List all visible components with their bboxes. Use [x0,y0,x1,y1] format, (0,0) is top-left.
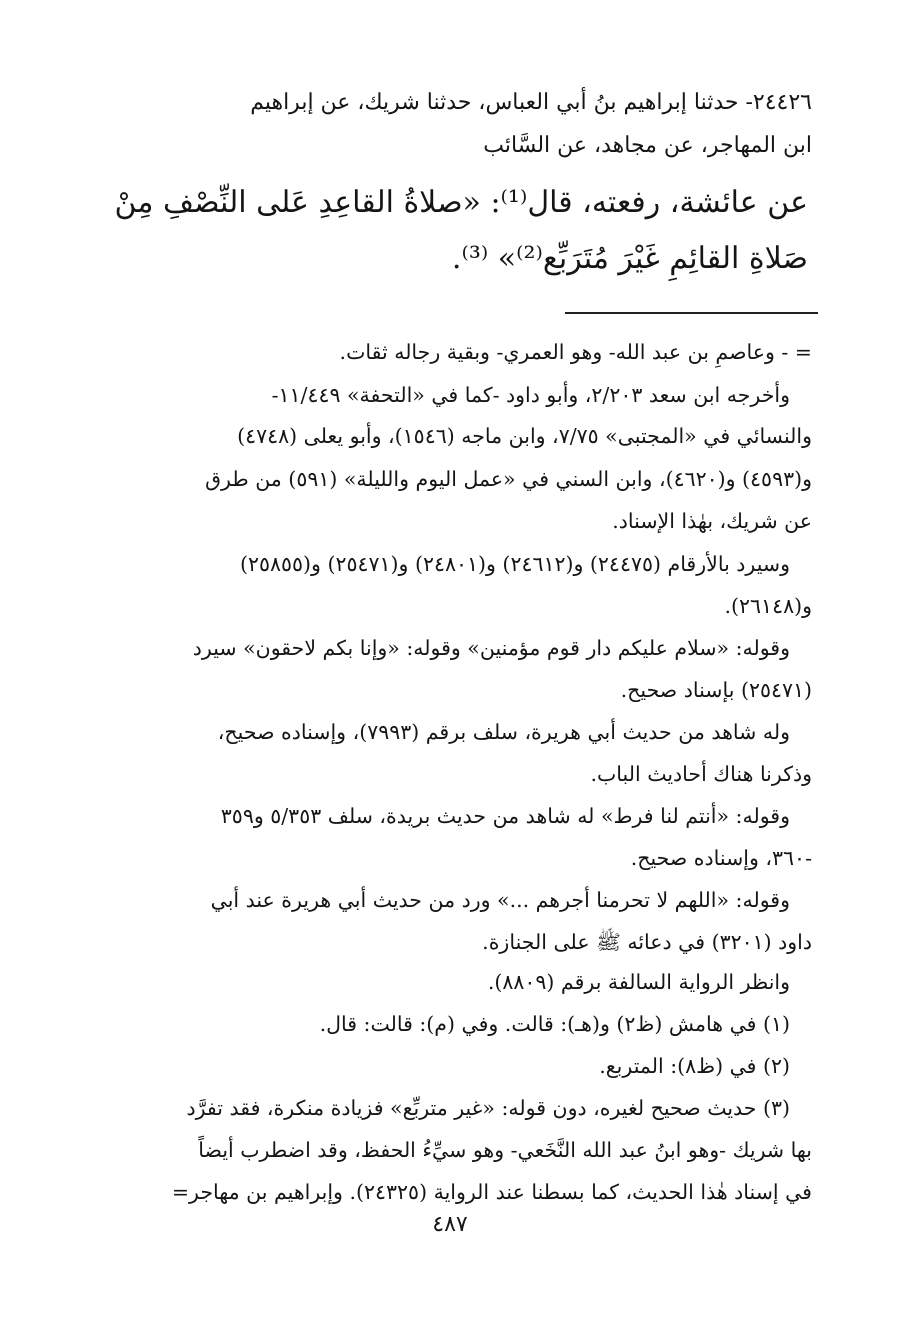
footnote-line: وقوله: «سلام عليكم دار قوم مؤمنين» وقوله: «وإنا بكم لاحقون» سيرد [192,636,790,660]
footnote-line: والنسائي في «المجتبى» ٧/٧٥، وابن ماجه (١٥٤٦)، وأبو يعلى (٤٧٤٨) [237,424,812,448]
footnote-line: (١) في هامش (ظ٢) و(هـ): قالت. وفي (م): قالت: قال. [319,1012,790,1036]
footnote-line: داود (٣٢٠١) في دعائه ﷺ على الجنازة. [482,930,812,954]
footnote-separator [565,312,818,314]
hadith-text-line: عن عائشة، رفعته، قال⁽¹⁾: «صلاةُ القاعِدِ عَلى النِّصْفِ مِنْ [114,185,808,220]
footnote-line: و(٤٥٩٣) و(٤٦٢٠)، وابن السني في «عمل اليوم والليلة» (٥٩١) من طرق [205,467,812,491]
footnote-line: وذكرنا هناك أحاديث الباب. [590,762,812,786]
footnote-line: وانظر الرواية السالفة برقم (٨٨٠٩). [487,970,790,994]
footnote-line: بها شريك -وهو ابنُ عبد الله النَّخَعي- وهو سيِّءُ الحفظ، وقد اضطرب أيضاً [198,1138,812,1162]
hadith-text-line: صَلاةِ القائِمِ غَيْرَ مُتَرَبِّع⁽²⁾» ⁽³⁾. [451,241,808,276]
footnote-line: (٣) حديث صحيح لغيره، دون قوله: «غير متربِّع» فزيادة منكرة، فقد تفرَّد [186,1096,790,1120]
footnote-line: = - وعاصمِ بن عبد الله- وهو العمري- وبقية رجاله ثقات. [339,340,812,364]
footnote-line: وأخرجه ابن سعد ٢/٢٠٣، وأبو داود -كما في «التحفة» ١١/٤٤٩- [271,383,790,407]
footnote-line: وقوله: «أنتم لنا فرط» له شاهد من حديث بريدة، سلف ٥/٣٥٣ و٣٥٩ [220,804,790,828]
hadith-chain-line: ٢٤٤٢٦- حدثنا إبراهيم بنُ أبي العباس، حدثنا شريك، عن إبراهيم [250,90,812,115]
footnote-line: في إسناد هٰذا الحديث، كما بسطنا عند الرواية (٢٤٣٢٥). وإبراهيم بن مهاجر= [171,1180,812,1204]
footnote-line: و(٢٦١٤٨). [724,594,812,618]
page-number: ٤٨٧ [432,1212,468,1237]
footnote-line: (٢٥٤٧١) بإسناد صحيح. [620,678,812,702]
footnote-line: وسيرد بالأرقام (٢٤٤٧٥) و(٢٤٦١٢) و(٢٤٨٠١) و(٢٥٤٧١) و(٢٥٨٥٥) [239,552,790,576]
footnote-line: وله شاهد من حديث أبي هريرة، سلف برقم (٧٩٩٣)، وإسناده صحيح، [217,720,790,744]
footnote-line: وقوله: «اللهم لا تحرمنا أجرهم ...» ورد من حديث أبي هريرة عند أبي [210,888,790,912]
footnote-line: عن شريك، بهٰذا الإسناد. [612,509,812,533]
footnote-line: -٣٦٠، وإسناده صحيح. [630,846,812,870]
footnote-line: (٢) في (ظ٨): المتربع. [599,1054,790,1078]
hadith-chain-line: ابن المهاجر، عن مجاهد، عن السَّائب [483,133,812,158]
